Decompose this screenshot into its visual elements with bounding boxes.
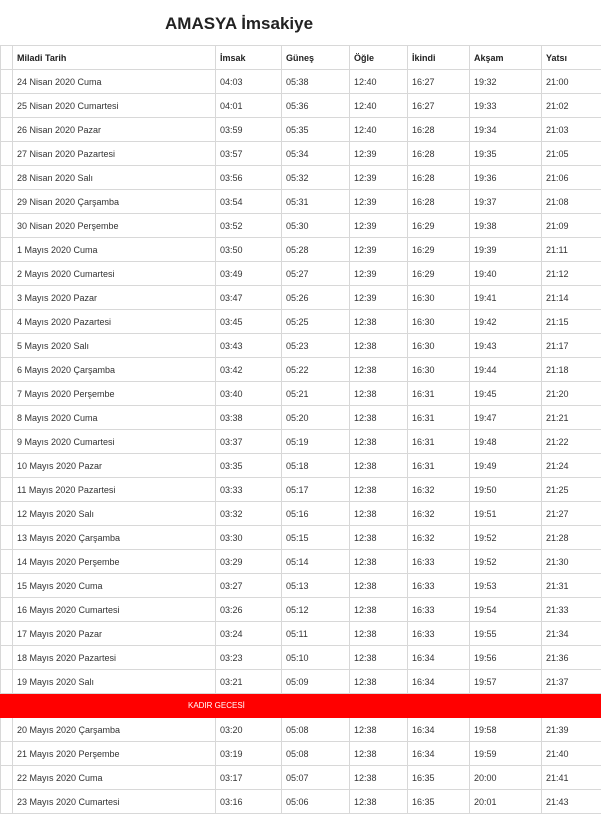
gunes-cell: 05:38 bbox=[282, 70, 350, 94]
imsak-cell: 03:26 bbox=[216, 598, 282, 622]
gunes-cell: 05:08 bbox=[282, 742, 350, 766]
ogle-cell: 12:38 bbox=[350, 526, 408, 550]
gunes-cell: 05:19 bbox=[282, 430, 350, 454]
date-cell: 3 Mayıs 2020 Pazar bbox=[13, 286, 216, 310]
aksam-cell: 19:55 bbox=[470, 622, 542, 646]
ikindi-cell: 16:30 bbox=[408, 286, 470, 310]
imsak-cell: 03:32 bbox=[216, 502, 282, 526]
aksam-cell: 19:33 bbox=[470, 94, 542, 118]
yatsi-cell: 21:00 bbox=[542, 70, 601, 94]
table-row bbox=[1, 454, 601, 478]
date-cell: 26 Nisan 2020 Pazar bbox=[13, 118, 216, 142]
table-row bbox=[1, 358, 601, 382]
ikindi-cell: 16:32 bbox=[408, 526, 470, 550]
yatsi-cell: 21:20 bbox=[542, 382, 601, 406]
ikindi-cell: 16:28 bbox=[408, 142, 470, 166]
row-stub-cell bbox=[1, 190, 13, 214]
date-cell: 9 Mayıs 2020 Cumartesi bbox=[13, 430, 216, 454]
table-row bbox=[1, 94, 601, 118]
aksam-cell: 19:49 bbox=[470, 454, 542, 478]
aksam-cell: 19:40 bbox=[470, 262, 542, 286]
table-row bbox=[1, 310, 601, 334]
ogle-cell: 12:38 bbox=[350, 574, 408, 598]
gunes-cell: 05:30 bbox=[282, 214, 350, 238]
header-gunes: Güneş bbox=[282, 46, 350, 70]
aksam-cell: 19:48 bbox=[470, 430, 542, 454]
date-cell: 4 Mayıs 2020 Pazartesi bbox=[13, 310, 216, 334]
gunes-cell: 05:10 bbox=[282, 646, 350, 670]
aksam-cell: 19:58 bbox=[470, 718, 542, 742]
imsak-cell: 03:21 bbox=[216, 670, 282, 694]
date-cell: 25 Nisan 2020 Cumartesi bbox=[13, 94, 216, 118]
ogle-cell: 12:38 bbox=[350, 478, 408, 502]
row-stub-cell bbox=[1, 382, 13, 406]
row-stub-cell bbox=[1, 334, 13, 358]
ogle-cell: 12:38 bbox=[350, 646, 408, 670]
table-row bbox=[1, 190, 601, 214]
row-stub-cell bbox=[1, 742, 13, 766]
row-stub-cell bbox=[1, 502, 13, 526]
date-cell: 21 Mayıs 2020 Perşembe bbox=[13, 742, 216, 766]
yatsi-cell: 21:41 bbox=[542, 766, 601, 790]
ogle-cell: 12:39 bbox=[350, 190, 408, 214]
ogle-cell: 12:40 bbox=[350, 118, 408, 142]
table-row bbox=[1, 238, 601, 262]
ogle-cell: 12:38 bbox=[350, 622, 408, 646]
page-header bbox=[0, 14, 601, 40]
gunes-cell: 05:28 bbox=[282, 238, 350, 262]
yatsi-cell: 21:40 bbox=[542, 742, 601, 766]
imsak-cell: 03:19 bbox=[216, 742, 282, 766]
imsak-cell: 03:35 bbox=[216, 454, 282, 478]
table-row bbox=[1, 502, 601, 526]
row-stub-cell bbox=[1, 598, 13, 622]
aksam-cell: 19:56 bbox=[470, 646, 542, 670]
ikindi-cell: 16:34 bbox=[408, 670, 470, 694]
ogle-cell: 12:38 bbox=[350, 382, 408, 406]
ogle-cell: 12:38 bbox=[350, 454, 408, 478]
yatsi-cell: 21:27 bbox=[542, 502, 601, 526]
table-row bbox=[1, 742, 601, 766]
date-cell: 15 Mayıs 2020 Cuma bbox=[13, 574, 216, 598]
ikindi-cell: 16:33 bbox=[408, 622, 470, 646]
yatsi-cell: 21:39 bbox=[542, 718, 601, 742]
row-stub-cell bbox=[1, 238, 13, 262]
yatsi-cell: 21:18 bbox=[542, 358, 601, 382]
ogle-cell: 12:38 bbox=[350, 718, 408, 742]
table-row bbox=[1, 670, 601, 694]
ogle-cell: 12:38 bbox=[350, 790, 408, 814]
gunes-cell: 05:31 bbox=[282, 190, 350, 214]
gunes-cell: 05:20 bbox=[282, 406, 350, 430]
table-row bbox=[1, 286, 601, 310]
ikindi-cell: 16:30 bbox=[408, 334, 470, 358]
table-row bbox=[1, 646, 601, 670]
imsak-cell: 03:42 bbox=[216, 358, 282, 382]
date-cell: 22 Mayıs 2020 Cuma bbox=[13, 766, 216, 790]
yatsi-cell: 21:33 bbox=[542, 598, 601, 622]
ikindi-cell: 16:28 bbox=[408, 190, 470, 214]
yatsi-cell: 21:12 bbox=[542, 262, 601, 286]
date-cell: 20 Mayıs 2020 Çarşamba bbox=[13, 718, 216, 742]
imsak-cell: 03:49 bbox=[216, 262, 282, 286]
imsak-cell: 03:33 bbox=[216, 478, 282, 502]
aksam-cell: 20:00 bbox=[470, 766, 542, 790]
row-stub-cell bbox=[1, 70, 13, 94]
row-stub-cell bbox=[1, 622, 13, 646]
gunes-cell: 05:35 bbox=[282, 118, 350, 142]
page-title: AMASYA İmsakiye bbox=[165, 14, 314, 33]
aksam-cell: 19:39 bbox=[470, 238, 542, 262]
aksam-cell: 19:45 bbox=[470, 382, 542, 406]
gunes-cell: 05:26 bbox=[282, 286, 350, 310]
imsakiye-table bbox=[0, 45, 601, 814]
aksam-cell: 19:50 bbox=[470, 478, 542, 502]
date-cell: 10 Mayıs 2020 Pazar bbox=[13, 454, 216, 478]
gunes-cell: 05:27 bbox=[282, 262, 350, 286]
yatsi-cell: 21:15 bbox=[542, 310, 601, 334]
table-row bbox=[1, 550, 601, 574]
ikindi-cell: 16:29 bbox=[408, 214, 470, 238]
table-row bbox=[1, 142, 601, 166]
gunes-cell: 05:07 bbox=[282, 766, 350, 790]
imsak-cell: 03:40 bbox=[216, 382, 282, 406]
table-row bbox=[1, 526, 601, 550]
ikindi-cell: 16:32 bbox=[408, 478, 470, 502]
date-cell: 17 Mayıs 2020 Pazar bbox=[13, 622, 216, 646]
date-cell: 28 Nisan 2020 Salı bbox=[13, 166, 216, 190]
ikindi-cell: 16:31 bbox=[408, 430, 470, 454]
row-stub-cell bbox=[1, 670, 13, 694]
aksam-cell: 19:34 bbox=[470, 118, 542, 142]
header-ogle: Öğle bbox=[350, 46, 408, 70]
imsak-cell: 03:52 bbox=[216, 214, 282, 238]
aksam-cell: 19:52 bbox=[470, 550, 542, 574]
aksam-cell: 19:36 bbox=[470, 166, 542, 190]
date-cell: 19 Mayıs 2020 Salı bbox=[13, 670, 216, 694]
ogle-cell: 12:39 bbox=[350, 238, 408, 262]
header-stub-cell bbox=[1, 46, 13, 70]
aksam-cell: 19:32 bbox=[470, 70, 542, 94]
header-imsak: İmsak bbox=[216, 46, 282, 70]
imsak-cell: 03:17 bbox=[216, 766, 282, 790]
row-stub-cell bbox=[1, 118, 13, 142]
yatsi-cell: 21:09 bbox=[542, 214, 601, 238]
ogle-cell: 12:39 bbox=[350, 142, 408, 166]
date-cell: 30 Nisan 2020 Perşembe bbox=[13, 214, 216, 238]
ikindi-cell: 16:35 bbox=[408, 766, 470, 790]
yatsi-cell: 21:22 bbox=[542, 430, 601, 454]
date-cell: 2 Mayıs 2020 Cumartesi bbox=[13, 262, 216, 286]
gunes-cell: 05:09 bbox=[282, 670, 350, 694]
date-cell: 24 Nisan 2020 Cuma bbox=[13, 70, 216, 94]
ikindi-cell: 16:34 bbox=[408, 646, 470, 670]
aksam-cell: 19:43 bbox=[470, 334, 542, 358]
yatsi-cell: 21:43 bbox=[542, 790, 601, 814]
ikindi-cell: 16:31 bbox=[408, 406, 470, 430]
ikindi-cell: 16:28 bbox=[408, 118, 470, 142]
aksam-cell: 19:52 bbox=[470, 526, 542, 550]
ogle-cell: 12:39 bbox=[350, 166, 408, 190]
row-stub-cell bbox=[1, 94, 13, 118]
yatsi-cell: 21:30 bbox=[542, 550, 601, 574]
aksam-cell: 19:54 bbox=[470, 598, 542, 622]
gunes-cell: 05:08 bbox=[282, 718, 350, 742]
date-cell: 18 Mayıs 2020 Pazartesi bbox=[13, 646, 216, 670]
gunes-cell: 05:36 bbox=[282, 94, 350, 118]
imsak-cell: 04:01 bbox=[216, 94, 282, 118]
gunes-cell: 05:11 bbox=[282, 622, 350, 646]
ikindi-cell: 16:29 bbox=[408, 238, 470, 262]
table-row bbox=[1, 166, 601, 190]
header-ikindi: İkindi bbox=[408, 46, 470, 70]
imsak-cell: 03:59 bbox=[216, 118, 282, 142]
row-stub-cell bbox=[1, 310, 13, 334]
row-stub-cell bbox=[1, 406, 13, 430]
imsak-cell: 03:16 bbox=[216, 790, 282, 814]
ikindi-cell: 16:31 bbox=[408, 454, 470, 478]
yatsi-cell: 21:08 bbox=[542, 190, 601, 214]
header-date: Miladi Tarih bbox=[13, 46, 216, 70]
date-cell: 8 Mayıs 2020 Cuma bbox=[13, 406, 216, 430]
date-cell: 23 Mayıs 2020 Cumartesi bbox=[13, 790, 216, 814]
gunes-cell: 05:06 bbox=[282, 790, 350, 814]
table-row bbox=[1, 430, 601, 454]
imsak-cell: 03:37 bbox=[216, 430, 282, 454]
ogle-cell: 12:38 bbox=[350, 406, 408, 430]
gunes-cell: 05:32 bbox=[282, 166, 350, 190]
date-cell: 16 Mayıs 2020 Cumartesi bbox=[13, 598, 216, 622]
ikindi-cell: 16:33 bbox=[408, 598, 470, 622]
imsak-cell: 03:45 bbox=[216, 310, 282, 334]
ogle-cell: 12:38 bbox=[350, 766, 408, 790]
imsak-cell: 03:23 bbox=[216, 646, 282, 670]
imsak-cell: 03:56 bbox=[216, 166, 282, 190]
gunes-cell: 05:34 bbox=[282, 142, 350, 166]
yatsi-cell: 21:03 bbox=[542, 118, 601, 142]
table-row bbox=[1, 718, 601, 742]
imsak-cell: 03:57 bbox=[216, 142, 282, 166]
gunes-cell: 05:25 bbox=[282, 310, 350, 334]
yatsi-cell: 21:36 bbox=[542, 646, 601, 670]
yatsi-cell: 21:11 bbox=[542, 238, 601, 262]
gunes-cell: 05:16 bbox=[282, 502, 350, 526]
header-aksam: Akşam bbox=[470, 46, 542, 70]
row-stub-cell bbox=[1, 526, 13, 550]
imsak-cell: 03:30 bbox=[216, 526, 282, 550]
row-stub-cell bbox=[1, 646, 13, 670]
row-stub-cell bbox=[1, 454, 13, 478]
table-row bbox=[1, 766, 601, 790]
table-row bbox=[1, 574, 601, 598]
gunes-cell: 05:21 bbox=[282, 382, 350, 406]
kadir-gecesi-row bbox=[1, 694, 601, 718]
table-row bbox=[1, 214, 601, 238]
gunes-cell: 05:17 bbox=[282, 478, 350, 502]
aksam-cell: 19:47 bbox=[470, 406, 542, 430]
ogle-cell: 12:39 bbox=[350, 286, 408, 310]
row-stub-cell bbox=[1, 790, 13, 814]
row-stub-cell bbox=[1, 718, 13, 742]
row-stub-cell bbox=[1, 358, 13, 382]
yatsi-cell: 21:28 bbox=[542, 526, 601, 550]
ogle-cell: 12:38 bbox=[350, 358, 408, 382]
table-row bbox=[1, 334, 601, 358]
ikindi-cell: 16:34 bbox=[408, 718, 470, 742]
row-stub-cell bbox=[1, 478, 13, 502]
aksam-cell: 19:59 bbox=[470, 742, 542, 766]
aksam-cell: 19:38 bbox=[470, 214, 542, 238]
table-header-row bbox=[1, 46, 601, 70]
imsak-cell: 03:29 bbox=[216, 550, 282, 574]
row-stub-cell bbox=[1, 574, 13, 598]
gunes-cell: 05:23 bbox=[282, 334, 350, 358]
table-row bbox=[1, 382, 601, 406]
yatsi-cell: 21:21 bbox=[542, 406, 601, 430]
ikindi-cell: 16:28 bbox=[408, 166, 470, 190]
imsak-cell: 03:43 bbox=[216, 334, 282, 358]
date-cell: 13 Mayıs 2020 Çarşamba bbox=[13, 526, 216, 550]
ogle-cell: 12:38 bbox=[350, 670, 408, 694]
table-row bbox=[1, 262, 601, 286]
table-row bbox=[1, 478, 601, 502]
row-stub-cell bbox=[1, 286, 13, 310]
aksam-cell: 19:42 bbox=[470, 310, 542, 334]
ogle-cell: 12:38 bbox=[350, 550, 408, 574]
date-cell: 12 Mayıs 2020 Salı bbox=[13, 502, 216, 526]
row-stub-cell bbox=[1, 142, 13, 166]
table-row bbox=[1, 118, 601, 142]
yatsi-cell: 21:37 bbox=[542, 670, 601, 694]
ikindi-cell: 16:33 bbox=[408, 550, 470, 574]
ogle-cell: 12:39 bbox=[350, 214, 408, 238]
yatsi-cell: 21:14 bbox=[542, 286, 601, 310]
ogle-cell: 12:40 bbox=[350, 70, 408, 94]
table-row bbox=[1, 70, 601, 94]
ikindi-cell: 16:30 bbox=[408, 310, 470, 334]
gunes-cell: 05:22 bbox=[282, 358, 350, 382]
date-cell: 7 Mayıs 2020 Perşembe bbox=[13, 382, 216, 406]
aksam-cell: 19:53 bbox=[470, 574, 542, 598]
row-stub-cell bbox=[1, 430, 13, 454]
yatsi-cell: 21:25 bbox=[542, 478, 601, 502]
aksam-cell: 19:37 bbox=[470, 190, 542, 214]
imsak-cell: 04:03 bbox=[216, 70, 282, 94]
yatsi-cell: 21:05 bbox=[542, 142, 601, 166]
ogle-cell: 12:38 bbox=[350, 598, 408, 622]
gunes-cell: 05:15 bbox=[282, 526, 350, 550]
table-row bbox=[1, 406, 601, 430]
date-cell: 11 Mayıs 2020 Pazartesi bbox=[13, 478, 216, 502]
ogle-cell: 12:38 bbox=[350, 430, 408, 454]
ogle-cell: 12:39 bbox=[350, 262, 408, 286]
row-stub-cell bbox=[1, 262, 13, 286]
ikindi-cell: 16:33 bbox=[408, 574, 470, 598]
gunes-cell: 05:14 bbox=[282, 550, 350, 574]
ogle-cell: 12:38 bbox=[350, 502, 408, 526]
table-row bbox=[1, 790, 601, 814]
ikindi-cell: 16:27 bbox=[408, 70, 470, 94]
date-cell: 6 Mayıs 2020 Çarşamba bbox=[13, 358, 216, 382]
ikindi-cell: 16:27 bbox=[408, 94, 470, 118]
date-cell: 14 Mayıs 2020 Perşembe bbox=[13, 550, 216, 574]
kadir-gecesi-label: KADIR GECESİ bbox=[1, 694, 601, 718]
yatsi-cell: 21:17 bbox=[542, 334, 601, 358]
yatsi-cell: 21:06 bbox=[542, 166, 601, 190]
gunes-cell: 05:12 bbox=[282, 598, 350, 622]
date-cell: 27 Nisan 2020 Pazartesi bbox=[13, 142, 216, 166]
imsak-cell: 03:24 bbox=[216, 622, 282, 646]
date-cell: 1 Mayıs 2020 Cuma bbox=[13, 238, 216, 262]
row-stub-cell bbox=[1, 766, 13, 790]
table-row bbox=[1, 622, 601, 646]
aksam-cell: 20:01 bbox=[470, 790, 542, 814]
aksam-cell: 19:51 bbox=[470, 502, 542, 526]
table-body bbox=[1, 70, 601, 814]
imsak-cell: 03:54 bbox=[216, 190, 282, 214]
imsak-cell: 03:50 bbox=[216, 238, 282, 262]
imsak-cell: 03:47 bbox=[216, 286, 282, 310]
date-cell: 29 Nisan 2020 Çarşamba bbox=[13, 190, 216, 214]
yatsi-cell: 21:34 bbox=[542, 622, 601, 646]
ikindi-cell: 16:35 bbox=[408, 790, 470, 814]
date-cell: 5 Mayıs 2020 Salı bbox=[13, 334, 216, 358]
gunes-cell: 05:18 bbox=[282, 454, 350, 478]
yatsi-cell: 21:31 bbox=[542, 574, 601, 598]
yatsi-cell: 21:24 bbox=[542, 454, 601, 478]
aksam-cell: 19:41 bbox=[470, 286, 542, 310]
imsak-cell: 03:20 bbox=[216, 718, 282, 742]
ikindi-cell: 16:32 bbox=[408, 502, 470, 526]
header-yatsi: Yatsı bbox=[542, 46, 601, 70]
aksam-cell: 19:35 bbox=[470, 142, 542, 166]
imsak-cell: 03:38 bbox=[216, 406, 282, 430]
ikindi-cell: 16:30 bbox=[408, 358, 470, 382]
aksam-cell: 19:44 bbox=[470, 358, 542, 382]
ogle-cell: 12:38 bbox=[350, 742, 408, 766]
gunes-cell: 05:13 bbox=[282, 574, 350, 598]
row-stub-cell bbox=[1, 550, 13, 574]
yatsi-cell: 21:02 bbox=[542, 94, 601, 118]
ogle-cell: 12:38 bbox=[350, 310, 408, 334]
ogle-cell: 12:38 bbox=[350, 334, 408, 358]
ogle-cell: 12:40 bbox=[350, 94, 408, 118]
ikindi-cell: 16:31 bbox=[408, 382, 470, 406]
table-row bbox=[1, 598, 601, 622]
ikindi-cell: 16:29 bbox=[408, 262, 470, 286]
imsak-cell: 03:27 bbox=[216, 574, 282, 598]
aksam-cell: 19:57 bbox=[470, 670, 542, 694]
ikindi-cell: 16:34 bbox=[408, 742, 470, 766]
row-stub-cell bbox=[1, 166, 13, 190]
row-stub-cell bbox=[1, 214, 13, 238]
